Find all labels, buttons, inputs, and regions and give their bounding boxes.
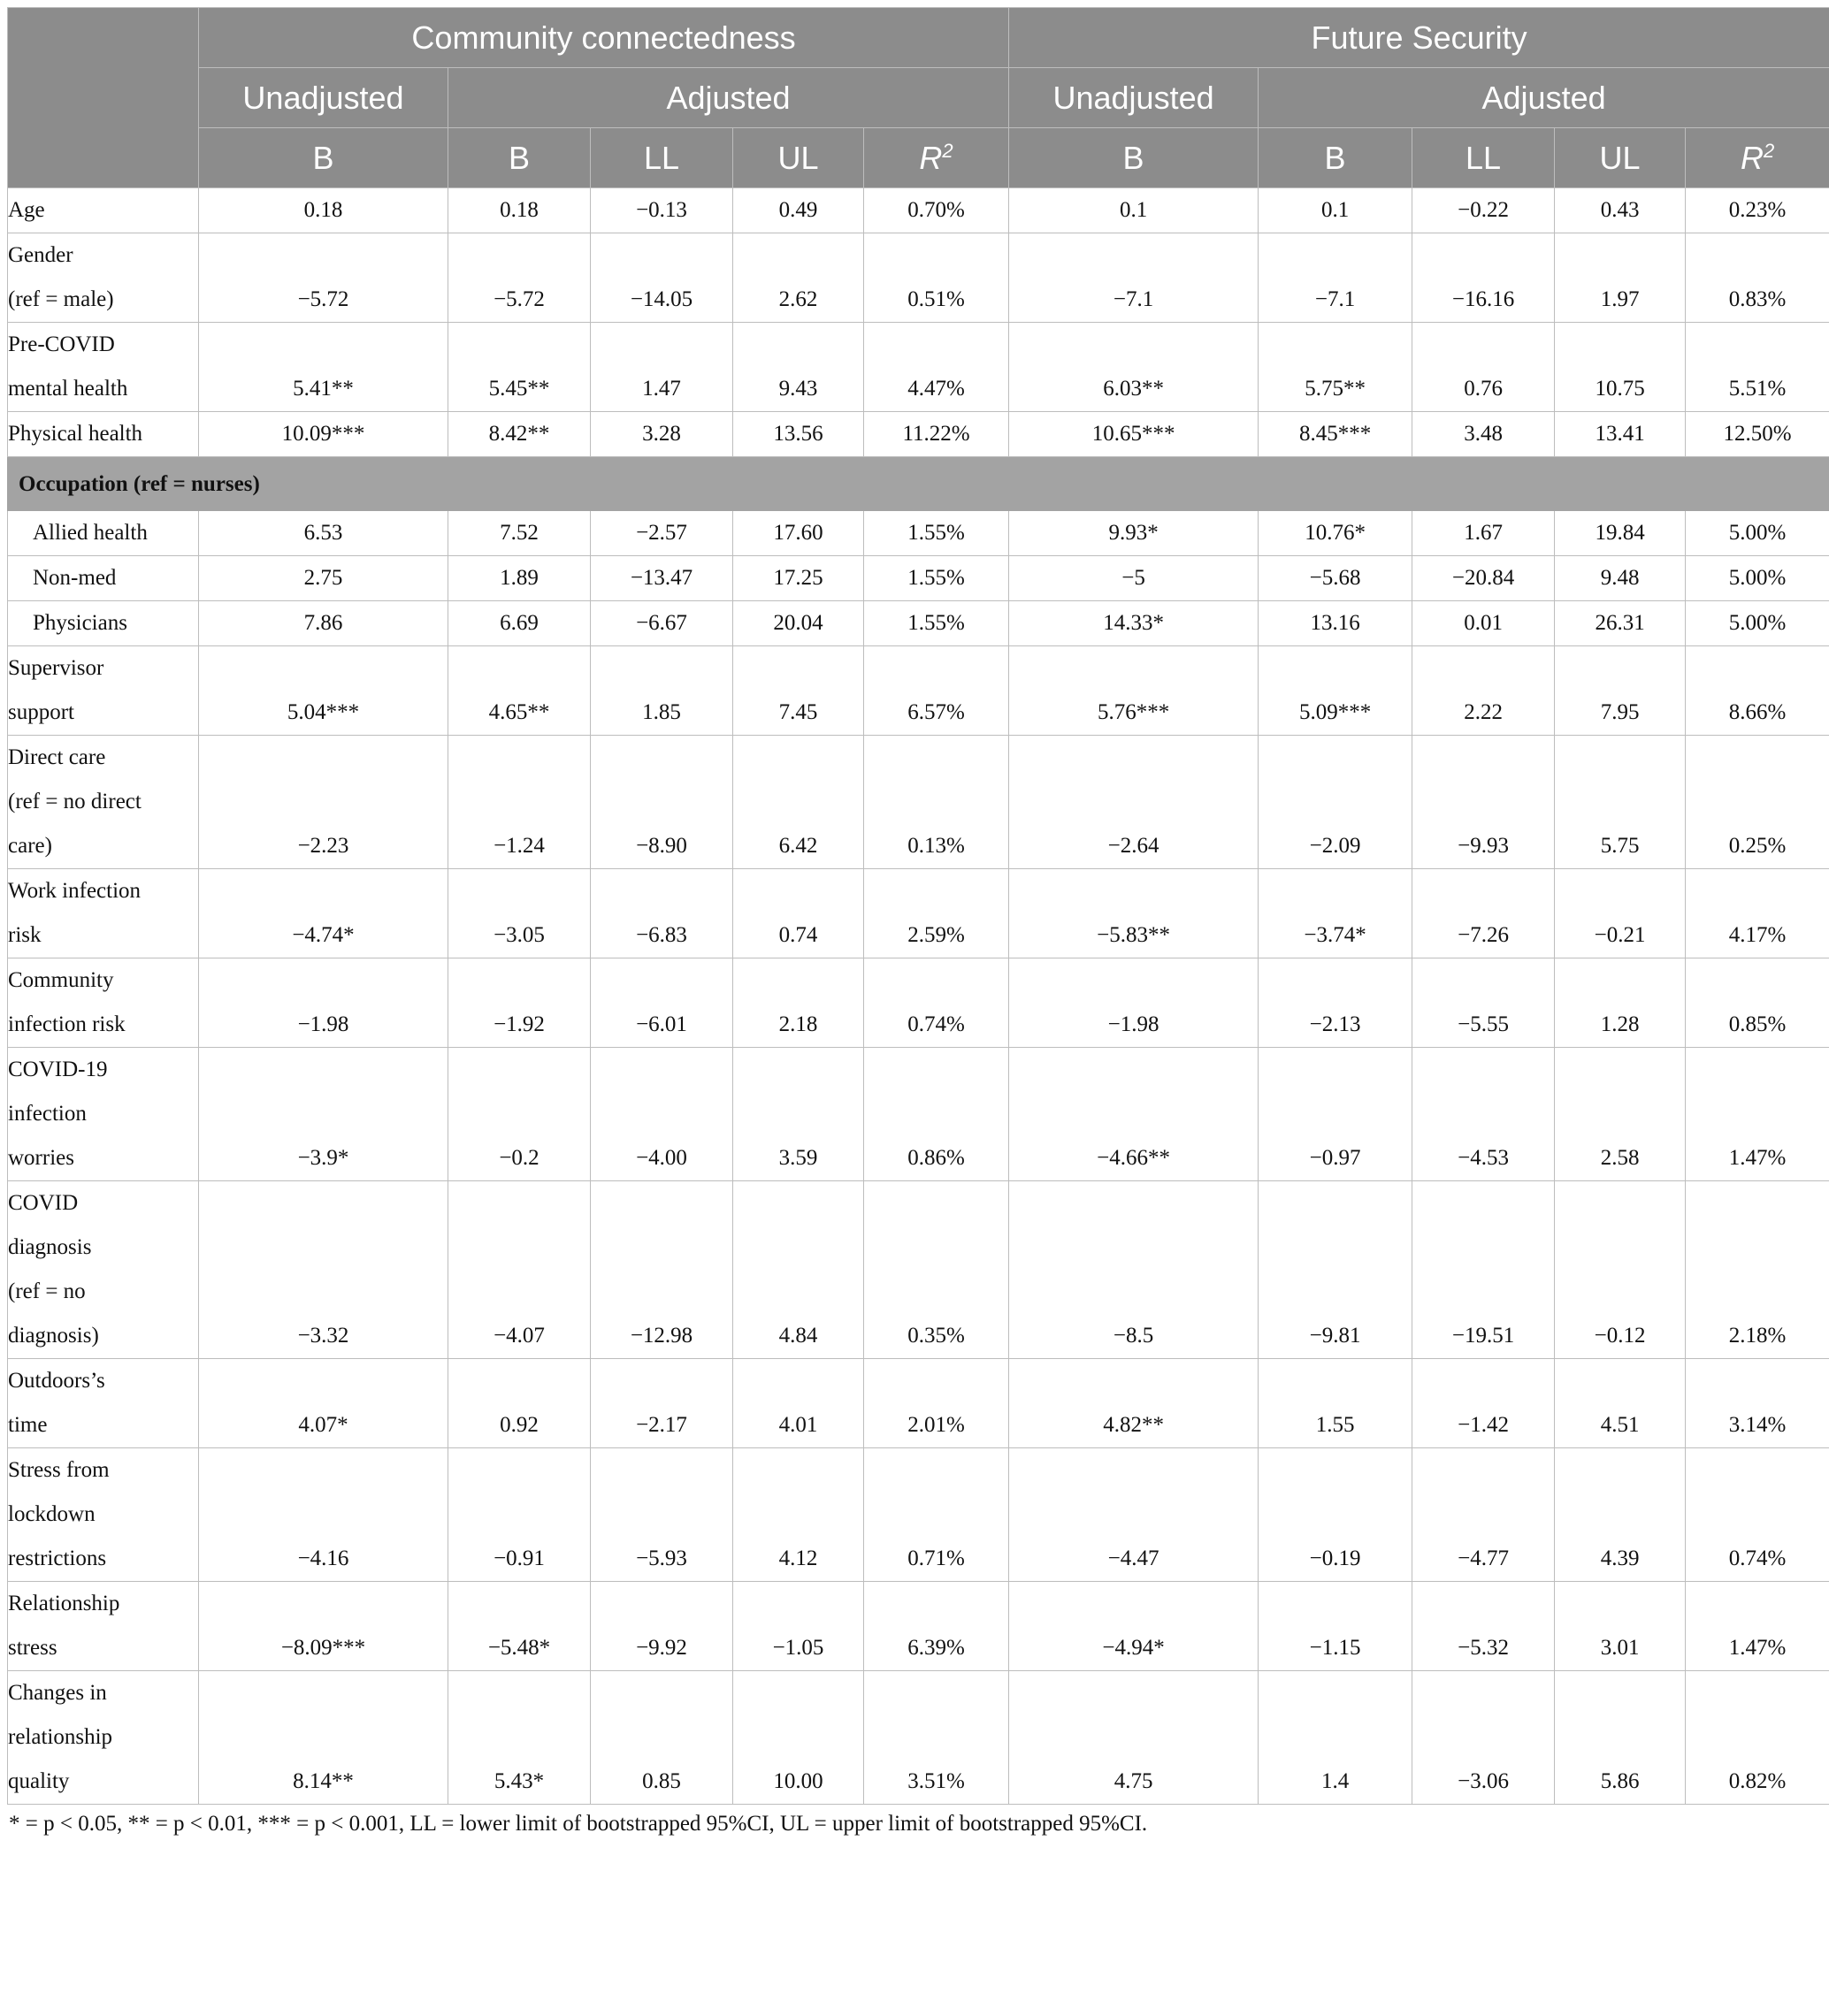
table-cell: 17.60 [733, 511, 864, 556]
table-cell: 19.84 [1555, 511, 1686, 556]
header-future-security: Future Security [1009, 8, 1829, 68]
table-cell: 5.75 [1555, 736, 1686, 869]
row-label-line: risk [8, 923, 42, 947]
table-cell: −1.98 [199, 958, 448, 1048]
table-cell: −1.24 [448, 736, 591, 869]
table-cell: 0.18 [448, 188, 591, 233]
table-cell: −0.19 [1259, 1448, 1412, 1582]
row-label-line: Gender [8, 243, 73, 267]
table-cell: 14.33* [1009, 601, 1259, 646]
table-cell: 7.86 [199, 601, 448, 646]
row-label-line: Work infection [8, 879, 142, 903]
table-cell: 4.75 [1009, 1671, 1259, 1805]
table-cell: −0.22 [1412, 188, 1555, 233]
table-cell: 8.14** [199, 1671, 448, 1805]
table-cell: 13.16 [1259, 601, 1412, 646]
table-row [8, 601, 1829, 646]
table-cell: 4.47% [864, 323, 1009, 412]
row-label-line: diagnosis [8, 1235, 92, 1259]
table-cell: −2.64 [1009, 736, 1259, 869]
table-cell: −4.07 [448, 1181, 591, 1359]
table-cell: 5.00% [1686, 601, 1829, 646]
table-cell: 0.74% [864, 958, 1009, 1048]
table-cell: −7.26 [1412, 869, 1555, 958]
table-cell: −2.23 [199, 736, 448, 869]
row-label-line: Direct care [8, 745, 106, 769]
table-cell: −2.17 [591, 1359, 733, 1448]
table-cell: 10.65*** [1009, 412, 1259, 457]
table-cell: −4.94* [1009, 1582, 1259, 1671]
row-label-line: Outdoors’s [8, 1369, 105, 1393]
header-community-connectedness: Community connectedness [199, 8, 1009, 68]
table-row [8, 736, 1829, 869]
table-cell: 5.00% [1686, 511, 1829, 556]
table-cell: −4.66** [1009, 1048, 1259, 1181]
table-cell: 9.93* [1009, 511, 1259, 556]
table-cell: −6.01 [591, 958, 733, 1048]
table-cell: 4.65** [448, 646, 591, 736]
table-footnote: * = p < 0.05, ** = p < 0.01, *** = p < 0.001, LL = lower limit of bootstrapped 95%CI, UL = upper limit of bootstrapped 95%CI. [9, 1812, 1148, 1836]
row-label-line: Pre-COVID [8, 332, 115, 356]
table-cell: −1.92 [448, 958, 591, 1048]
table-cell: 5.51% [1686, 323, 1829, 412]
table-row [8, 1582, 1829, 1671]
row-label-line: COVID-19 [8, 1058, 108, 1081]
table-cell: 1.47 [591, 323, 733, 412]
row-label-line: Supervisor [8, 656, 104, 680]
table-cell: 0.74% [1686, 1448, 1829, 1582]
table-cell: −1.15 [1259, 1582, 1412, 1671]
row-label [8, 412, 199, 457]
table-cell: 0.51% [864, 233, 1009, 323]
table-row [8, 323, 1829, 412]
row-label-line: infection [8, 1102, 87, 1126]
table-cell: 2.59% [864, 869, 1009, 958]
table-cell: 2.75 [199, 556, 448, 601]
table-cell: −9.81 [1259, 1181, 1412, 1359]
table-cell: 13.56 [733, 412, 864, 457]
header-row-models [8, 68, 1829, 128]
table-cell: 5.43* [448, 1671, 591, 1805]
table-cell: 20.04 [733, 601, 864, 646]
table-cell: 11.22% [864, 412, 1009, 457]
table-cell: −5.55 [1412, 958, 1555, 1048]
table-cell: 10.75 [1555, 323, 1686, 412]
table-cell: −14.05 [591, 233, 733, 323]
table-cell: −20.84 [1412, 556, 1555, 601]
table-cell: 7.52 [448, 511, 591, 556]
column-header: B [1009, 128, 1259, 188]
table-cell: −4.16 [199, 1448, 448, 1582]
row-label-line: worries [8, 1146, 74, 1170]
table-cell: 12.50% [1686, 412, 1829, 457]
table-cell: 0.25% [1686, 736, 1829, 869]
row-label [8, 958, 199, 1048]
column-header: UL [1555, 128, 1686, 188]
row-label-line: Age [8, 198, 45, 222]
column-header: B [199, 128, 448, 188]
table-cell: 1.28 [1555, 958, 1686, 1048]
table-row [8, 1448, 1829, 1582]
table-cell: 1.55 [1259, 1359, 1412, 1448]
table-row [8, 233, 1829, 323]
table-cell: 6.57% [864, 646, 1009, 736]
table-row [8, 1048, 1829, 1181]
column-header: B [1259, 128, 1412, 188]
table-cell: 2.01% [864, 1359, 1009, 1448]
table-cell: −2.09 [1259, 736, 1412, 869]
table-cell: −0.2 [448, 1048, 591, 1181]
table-cell: 0.49 [733, 188, 864, 233]
table-cell: −5.72 [448, 233, 591, 323]
row-label-line: (ref = no [8, 1279, 86, 1303]
table-cell: −3.9* [199, 1048, 448, 1181]
row-label-line: COVID [8, 1191, 79, 1215]
table-cell: 2.22 [1412, 646, 1555, 736]
table-cell: −4.53 [1412, 1048, 1555, 1181]
table-cell: −16.16 [1412, 233, 1555, 323]
table-cell: −0.21 [1555, 869, 1686, 958]
table-cell: −4.74* [199, 869, 448, 958]
table-cell: 8.45*** [1259, 412, 1412, 457]
table-row [8, 556, 1829, 601]
row-label-line: Physical health [8, 422, 143, 446]
table-row [8, 1671, 1829, 1805]
table-cell: 4.39 [1555, 1448, 1686, 1582]
table-row [8, 958, 1829, 1048]
table-cell: −5 [1009, 556, 1259, 601]
table-cell: 13.41 [1555, 412, 1686, 457]
table-cell: −9.93 [1412, 736, 1555, 869]
table-cell: −2.57 [591, 511, 733, 556]
table-cell: 5.41** [199, 323, 448, 412]
table-cell: 1.85 [591, 646, 733, 736]
table-cell: −5.83** [1009, 869, 1259, 958]
table-cell: 5.45** [448, 323, 591, 412]
table-cell: 1.4 [1259, 1671, 1412, 1805]
table-cell: 0.13% [864, 736, 1009, 869]
table-header [8, 8, 1829, 188]
table-cell: 3.01 [1555, 1582, 1686, 1671]
table-cell: 1.47% [1686, 1048, 1829, 1181]
regression-results-table [7, 7, 1829, 1805]
table-cell: 2.58 [1555, 1048, 1686, 1181]
table-cell: 0.85 [591, 1671, 733, 1805]
table-cell: −9.92 [591, 1582, 733, 1671]
header-row-groups [8, 8, 1829, 68]
table-cell: 3.51% [864, 1671, 1009, 1805]
header-unadjusted-fs: Unadjusted [1009, 68, 1259, 128]
table-cell: −5.68 [1259, 556, 1412, 601]
table-cell: −0.97 [1259, 1048, 1412, 1181]
row-label-line: support [8, 700, 74, 724]
table-row [8, 1181, 1829, 1359]
row-label-line: (ref = male) [8, 287, 114, 311]
table-cell: −5.72 [199, 233, 448, 323]
table-cell: −1.42 [1412, 1359, 1555, 1448]
table-cell: −2.13 [1259, 958, 1412, 1048]
header-row-columns [8, 128, 1829, 188]
table-cell: 1.55% [864, 601, 1009, 646]
table-cell: −1.98 [1009, 958, 1259, 1048]
table-cell: −3.06 [1412, 1671, 1555, 1805]
table-cell: −4.77 [1412, 1448, 1555, 1582]
table-cell: 0.18 [199, 188, 448, 233]
table-row [8, 646, 1829, 736]
table-cell: 3.59 [733, 1048, 864, 1181]
table-cell: 5.04*** [199, 646, 448, 736]
table-cell: 0.35% [864, 1181, 1009, 1359]
table-cell: 0.74 [733, 869, 864, 958]
table-cell: 6.42 [733, 736, 864, 869]
table-cell: −6.67 [591, 601, 733, 646]
row-label [8, 736, 199, 869]
row-label-line: Relationship [8, 1592, 120, 1615]
row-label-line: restrictions [8, 1546, 107, 1570]
table-cell: −0.12 [1555, 1181, 1686, 1359]
table-cell: 0.76 [1412, 323, 1555, 412]
table-row [8, 511, 1829, 556]
row-label [8, 1671, 199, 1805]
table-cell: 0.70% [864, 188, 1009, 233]
row-label-line: Non-med [33, 566, 117, 590]
section-row [8, 457, 1829, 511]
row-label-line: time [8, 1413, 48, 1437]
table-cell: 2.18 [733, 958, 864, 1048]
column-header-r2: $R^2$ [864, 128, 1009, 188]
row-label-line: Community [8, 968, 114, 992]
table-cell: −3.05 [448, 869, 591, 958]
table-container [7, 7, 1829, 1837]
table-cell: 7.45 [733, 646, 864, 736]
table-cell: 5.75** [1259, 323, 1412, 412]
table-cell: 9.48 [1555, 556, 1686, 601]
table-cell: 0.85% [1686, 958, 1829, 1048]
row-label [8, 869, 199, 958]
table-cell: −7.1 [1259, 233, 1412, 323]
table-cell: −6.83 [591, 869, 733, 958]
table-cell: 5.76*** [1009, 646, 1259, 736]
row-label-line: Changes in [8, 1681, 107, 1705]
row-label [8, 233, 199, 323]
table-row [8, 869, 1829, 958]
table-cell: −4.47 [1009, 1448, 1259, 1582]
table-cell: 0.86% [864, 1048, 1009, 1181]
table-cell: 9.43 [733, 323, 864, 412]
table-cell: 0.23% [1686, 188, 1829, 233]
table-cell: 1.55% [864, 511, 1009, 556]
column-header-r2: $R^2$ [1686, 128, 1829, 188]
table-cell: 4.01 [733, 1359, 864, 1448]
table-cell: 5.09*** [1259, 646, 1412, 736]
column-header: B [448, 128, 591, 188]
table-row [8, 412, 1829, 457]
row-label [8, 556, 199, 601]
table-cell: 1.47% [1686, 1582, 1829, 1671]
table-cell: −19.51 [1412, 1181, 1555, 1359]
section-label: Occupation (ref = nurses) [8, 457, 1829, 511]
row-label-line: stress [8, 1636, 57, 1660]
table-cell: 6.39% [864, 1582, 1009, 1671]
row-label [8, 646, 199, 736]
table-cell: 8.42** [448, 412, 591, 457]
table-cell: 4.51 [1555, 1359, 1686, 1448]
row-label [8, 1181, 199, 1359]
row-label-line: quality [8, 1769, 70, 1793]
table-cell: 10.00 [733, 1671, 864, 1805]
table-cell: 2.18% [1686, 1181, 1829, 1359]
table-cell: −5.32 [1412, 1582, 1555, 1671]
row-label [8, 188, 199, 233]
row-label-line: mental health [8, 377, 128, 401]
row-label-line: infection risk [8, 1012, 126, 1036]
row-label-line: Allied health [33, 521, 148, 545]
table-cell: 2.62 [733, 233, 864, 323]
table-cell: −7.1 [1009, 233, 1259, 323]
table-cell: −5.93 [591, 1448, 733, 1582]
table-row [8, 1359, 1829, 1448]
table-cell: 0.01 [1412, 601, 1555, 646]
table-cell: 1.89 [448, 556, 591, 601]
table-cell: 4.17% [1686, 869, 1829, 958]
table-cell: 0.92 [448, 1359, 591, 1448]
table-cell: 0.43 [1555, 188, 1686, 233]
row-label [8, 1582, 199, 1671]
row-label-line: Stress from [8, 1458, 110, 1482]
row-label [8, 1359, 199, 1448]
table-cell: 4.84 [733, 1181, 864, 1359]
table-cell: −8.90 [591, 736, 733, 869]
table-cell: 1.97 [1555, 233, 1686, 323]
table-cell: 0.1 [1259, 188, 1412, 233]
table-cell: −13.47 [591, 556, 733, 601]
row-label [8, 511, 199, 556]
row-label-line: Physicians [33, 611, 127, 635]
header-adjusted-cc: Adjusted [448, 68, 1009, 128]
table-cell: 1.55% [864, 556, 1009, 601]
row-label [8, 1448, 199, 1582]
table-cell: 26.31 [1555, 601, 1686, 646]
table-row [8, 188, 1829, 233]
table-cell: 8.66% [1686, 646, 1829, 736]
column-header: UL [733, 128, 864, 188]
row-label [8, 323, 199, 412]
table-cell: −3.32 [199, 1181, 448, 1359]
table-cell: 17.25 [733, 556, 864, 601]
table-cell: 3.48 [1412, 412, 1555, 457]
header-adjusted-fs: Adjusted [1259, 68, 1829, 128]
table-cell: 0.83% [1686, 233, 1829, 323]
table-cell: 1.67 [1412, 511, 1555, 556]
table-cell: 0.82% [1686, 1671, 1829, 1805]
table-cell: −0.13 [591, 188, 733, 233]
table-cell: −0.91 [448, 1448, 591, 1582]
row-label [8, 1048, 199, 1181]
table-cell: −8.09*** [199, 1582, 448, 1671]
table-cell: −4.00 [591, 1048, 733, 1181]
table-cell: 4.07* [199, 1359, 448, 1448]
row-label-line: diagnosis) [8, 1324, 99, 1348]
row-label-line: relationship [8, 1725, 113, 1749]
table-cell: 6.69 [448, 601, 591, 646]
table-cell: 5.00% [1686, 556, 1829, 601]
row-label-line: care) [8, 834, 52, 858]
table-cell: 10.09*** [199, 412, 448, 457]
table-cell: 4.12 [733, 1448, 864, 1582]
table-cell: −12.98 [591, 1181, 733, 1359]
table-cell: 6.53 [199, 511, 448, 556]
header-unadjusted-cc: Unadjusted [199, 68, 448, 128]
table-cell: −8.5 [1009, 1181, 1259, 1359]
table-cell: 3.14% [1686, 1359, 1829, 1448]
table-cell: 3.28 [591, 412, 733, 457]
table-cell: −3.74* [1259, 869, 1412, 958]
column-header: LL [1412, 128, 1555, 188]
table-cell: 7.95 [1555, 646, 1686, 736]
row-label-line: lockdown [8, 1502, 96, 1526]
row-label [8, 601, 199, 646]
table-cell: 5.86 [1555, 1671, 1686, 1805]
table-cell: 4.82** [1009, 1359, 1259, 1448]
table-cell: 0.1 [1009, 188, 1259, 233]
table-cell: −1.05 [733, 1582, 864, 1671]
table-cell: 6.03** [1009, 323, 1259, 412]
table-cell: 10.76* [1259, 511, 1412, 556]
table-cell: −5.48* [448, 1582, 591, 1671]
column-header: LL [591, 128, 733, 188]
table-body [8, 188, 1829, 1805]
header-empty-cell [8, 8, 199, 188]
row-label-line: (ref = no direct [8, 790, 142, 813]
table-cell: 0.71% [864, 1448, 1009, 1582]
